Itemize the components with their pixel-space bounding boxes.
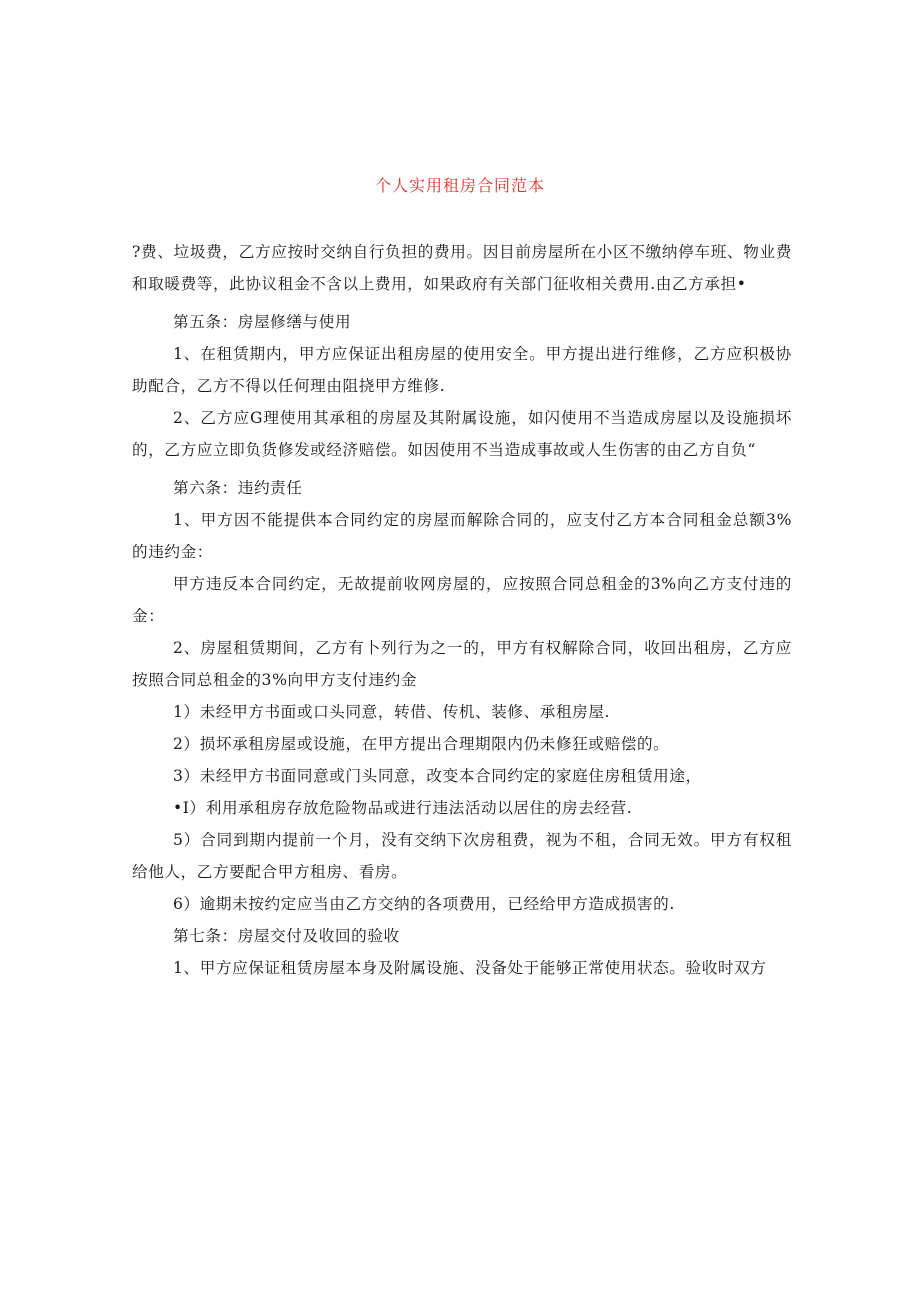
list-item: 3）未经甲方书面同意或门头同意，改变本合同约定的家庭住房租赁用途， bbox=[173, 767, 702, 785]
paragraph: 1、甲方应保证租赁房屋本身及附属设施、没备处于能够正常使用状态。验收时双方 bbox=[173, 959, 767, 977]
list-item: 2）损坏承租房屋或设施，在甲方提出合理期限内仍未修狂或赔偿的。 bbox=[173, 735, 670, 753]
document-title: 个人实用租房合同范本 bbox=[374, 176, 545, 195]
paragraph: 甲方违反本合同约定，无故提前收网房屋的，应按照合同总租金的3%向乙方支付违的金： bbox=[132, 575, 792, 625]
list-item: •I）利用承租房存放危险物品或进行违法活动以居住的房去经营. bbox=[173, 799, 633, 817]
list-item: 5）合同到期内提前一个月，没有交纳下次房租费，视为不租，合同无效。甲方有权租给他人，乙方要配合甲方租房、看房。 bbox=[132, 831, 792, 881]
document-body bbox=[132, 236, 792, 984]
paragraph: 2、房屋租赁期间，乙方有卜列行为之一的，甲方有权解除合同，收回出租房，乙方应按照合同总租金的3%向甲方支付违约金 bbox=[132, 639, 792, 689]
section-heading-five: 第五条：房屋修缮与使用 bbox=[173, 313, 352, 331]
list-item: 1）未经甲方书面或口头同意，转借、传机、装修、承租房屋. bbox=[173, 703, 611, 721]
paragraph: 2、乙方应G理使用其承租的房屋及其附属设施，如闪使用不当造成房屋以及设施损坏的，乙方应立即负货修发或经济赔偿。如因使用不当造成事故或人生伤害的由乙方自负“ bbox=[132, 409, 792, 459]
paragraph: 1、在租赁期内，甲方应保证出租房屋的使用安全。甲方提出进行维修，乙方应积极协助配合，乙方不得以任何理由阻挠甲方维修. bbox=[132, 345, 792, 395]
section-heading-seven: 第七条：房屋交付及收回的验收 bbox=[173, 927, 400, 945]
paragraph: 1、甲方因不能提供本合同约定的房屋而解除合同的，应支付乙方本合同租金总额3%的违约金： bbox=[132, 511, 792, 561]
paragraph-fees: ?费、垃圾费，乙方应按时交纳自行负担的费用。因目前房屋所在小区不缴纳停车班、物业费和取暖费等，此协议租金不含以上费用，如果政府有关部门征收相关费用.由乙方承担• bbox=[132, 243, 792, 293]
section-heading-six: 第六条：违约责任 bbox=[173, 479, 303, 497]
list-item: 6）逾期未按约定应当由乙方交纳的各项费用，已经给甲方造成损害的. bbox=[173, 895, 675, 913]
